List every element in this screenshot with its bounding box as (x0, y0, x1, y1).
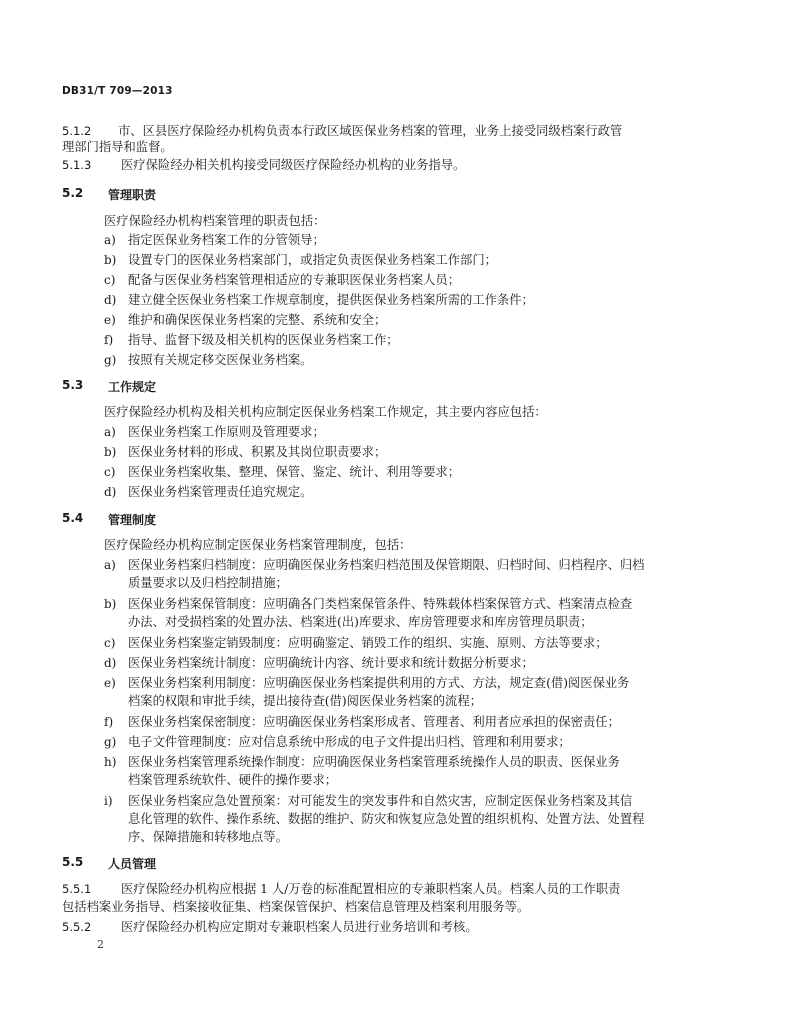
list-item: 医保业务档案保密制度：应明确医保业务档案形成者、管理者、利用者应承担的保密责任； (128, 715, 620, 729)
list-item: 维护和确保医保业务档案的完整、系统和安全； (128, 313, 387, 327)
list-label: b) (104, 445, 117, 459)
clause-number: 5.5.1 (62, 882, 92, 896)
section-title: 工作规定 (108, 380, 157, 394)
list-item: 序、保障措施和转移地点等。 (128, 830, 288, 844)
list-item: 档案的权限和审批手续，提出接待查(借)阅医保业务档案的流程； (128, 694, 482, 708)
list-item: 配备与医保业务档案管理相适应的专兼职医保业务档案人员； (128, 273, 461, 287)
list-item: 档案管理系统软件、硬件的操作要求； (128, 773, 338, 787)
section-title: 管理职责 (108, 188, 157, 202)
list-label: f) (104, 715, 114, 729)
list-label: a) (104, 233, 116, 247)
section-title: 管理制度 (108, 513, 157, 527)
list-label: b) (104, 597, 117, 611)
section-number: 5.3 (62, 378, 84, 392)
list-item: 指定医保业务档案工作的分管领导； (128, 233, 325, 247)
list-item: 医保业务档案统计制度：应明确统计内容、统计要求和统计数据分析要求； (128, 656, 534, 670)
clause-text: 理部门指导和监督。 (62, 140, 173, 154)
list-item: 质量要求以及归档控制措施； (128, 576, 288, 590)
clause-text: 医疗保险经办机构应根据 1 人/万卷的标准配置相应的专兼职档案人员。档案人员的工作职责 (121, 882, 621, 896)
list-item: 医保业务档案利用制度：应明确医保业务档案提供利用的方式、方法，规定查(借)阅医保业务 (128, 676, 630, 690)
list-label: c) (104, 636, 116, 650)
list-label: f) (104, 333, 114, 347)
clause-text: 市、区县医疗保险经办机构负责本行政区域医保业务档案的管理，业务上接受同级档案行政管 (118, 124, 623, 138)
section-title: 人员管理 (108, 857, 157, 871)
list-label: h) (104, 755, 117, 769)
list-label: c) (104, 465, 116, 479)
list-item: 医保业务档案管理责任追究规定。 (128, 485, 313, 499)
list-item: 医保业务材料的形成、积累及其岗位职责要求； (128, 445, 387, 459)
list-label: a) (104, 558, 116, 572)
list-item: 设置专门的医保业务档案部门，或指定负责医保业务档案工作部门； (128, 253, 497, 267)
list-item: 电子文件管理制度：应对信息系统中形成的电子文件提出归档、管理和利用要求； (128, 735, 571, 749)
list-item: 医保业务档案鉴定销毁制度：应明确鉴定、销毁工作的组织、实施、原则、方法等要求； (128, 636, 608, 650)
list-item: 建立健全医保业务档案工作规章制度，提供医保业务档案所需的工作条件； (128, 293, 534, 307)
list-item: 医保业务档案收集、整理、保管、鉴定、统计、利用等要求； (128, 465, 461, 479)
paragraph: 医疗保险经办机构档案管理的职责包括： (104, 214, 326, 228)
list-label: b) (104, 253, 117, 267)
list-label: d) (104, 485, 117, 499)
list-label: d) (104, 656, 117, 670)
clause-number: 5.5.2 (62, 920, 92, 934)
section-number: 5.5 (62, 855, 84, 869)
list-item: 息化管理的软件、操作系统、数据的维护、防灾和恢复应急处置的组织机构、处置方法、处置程 (128, 812, 645, 826)
list-item: 医保业务档案管理系统操作制度：应明确医保业务档案管理系统操作人员的职责、医保业务 (128, 755, 620, 769)
page-number: 2 (97, 938, 104, 951)
section-number: 5.4 (62, 511, 84, 525)
paragraph: 医疗保险经办机构及相关机构应制定医保业务档案工作规定，其主要内容应包括： (104, 405, 547, 419)
clause-number: 5.1.2 (62, 124, 92, 138)
clause-number: 5.1.3 (62, 158, 92, 172)
list-item: 医保业务档案归档制度：应明确医保业务档案归档范围及保管期限、归档时间、归档程序、归档 (128, 558, 645, 572)
list-item: 按照有关规定移交医保业务档案。 (128, 353, 313, 367)
standard-code: DB31/T 709—2013 (62, 85, 173, 97)
list-item: 医保业务档案保管制度：应明确各门类档案保管条件、特殊载体档案保管方式、档案清点检查 (128, 597, 633, 611)
list-item: 医保业务档案应急处置预案：对可能发生的突发事件和自然灾害，应制定医保业务档案及其信 (128, 794, 633, 808)
list-label: c) (104, 273, 116, 287)
list-label: d) (104, 293, 117, 307)
list-label: i) (104, 794, 113, 808)
clause-text: 包括档案业务指导、档案接收征集、档案保管保护、档案信息管理及档案利用服务等。 (62, 900, 530, 914)
list-label: g) (104, 735, 117, 749)
list-label: e) (104, 676, 116, 690)
clause-text: 医疗保险经办相关机构接受同级医疗保险经办机构的业务指导。 (121, 158, 466, 172)
list-label: g) (104, 353, 117, 367)
paragraph: 医疗保险经办机构应制定医保业务档案管理制度，包括： (104, 538, 412, 552)
section-number: 5.2 (62, 186, 84, 200)
list-label: e) (104, 313, 116, 327)
list-item: 指导、监督下级及相关机构的医保业务档案工作； (128, 333, 399, 347)
list-item: 办法、对受损档案的处置办法、档案进(出)库要求、库房管理要求和库房管理员职责； (128, 615, 593, 629)
clause-text: 医疗保险经办机构应定期对专兼职档案人员进行业务培训和考核。 (121, 920, 478, 934)
list-label: a) (104, 425, 116, 439)
list-item: 医保业务档案工作原则及管理要求； (128, 425, 325, 439)
